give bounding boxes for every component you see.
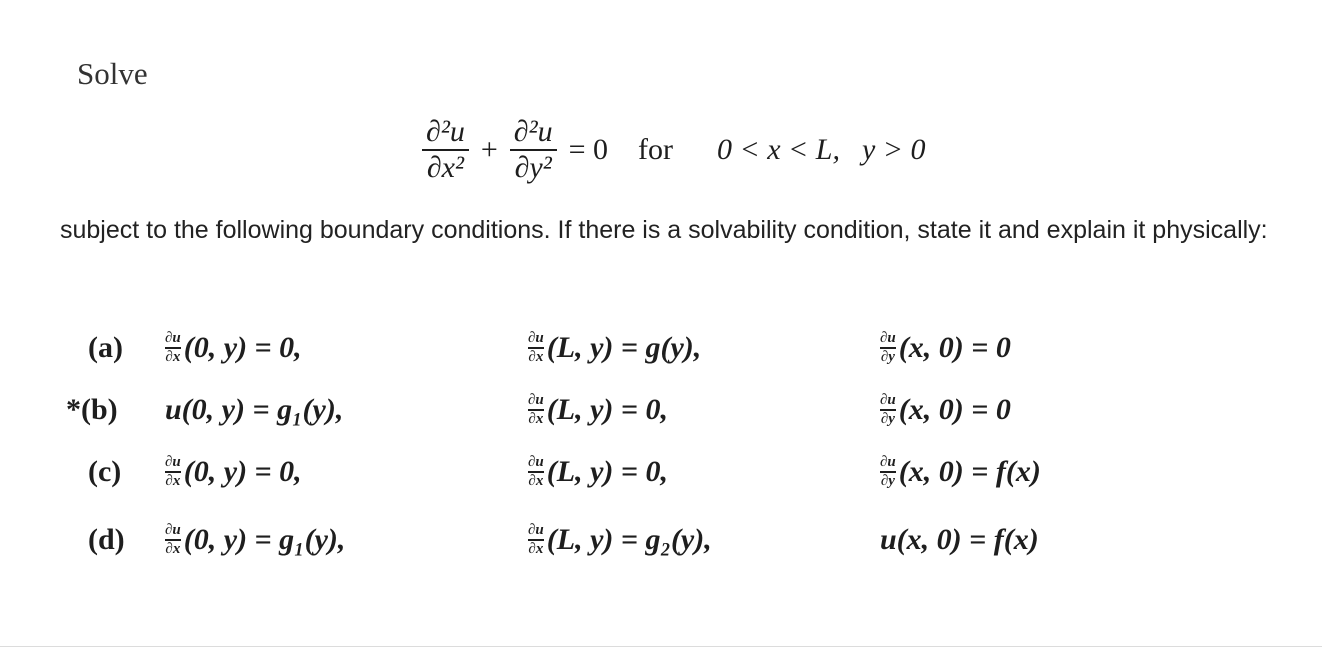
condition-c2 [528,514,712,566]
condition-row [0,446,1322,498]
condition-label: *(b) [66,393,118,426]
fraction-numerator: ∂u [528,392,544,409]
partial-derivative-fraction [880,393,896,426]
condition-c1 [165,446,302,498]
condition-row [0,322,1322,374]
condition-c1 [165,514,345,566]
fraction-numerator: ∂u [880,454,896,471]
partial-derivative-fraction [880,455,896,488]
partial-derivative-fraction [165,331,181,364]
partial-derivative-fraction [528,393,544,426]
fraction-denominator: ∂x [528,540,544,557]
condition-c3 [880,514,1039,566]
plus-operator: + [480,133,498,166]
fraction-denominator: ∂x² [426,150,464,184]
partial-derivative-fraction [165,523,181,556]
partial-derivative-fraction [165,455,181,488]
fraction-denominator: ∂x [165,348,181,365]
fraction-numerator: ∂u [880,392,896,409]
condition-c1 [165,384,343,436]
fraction-denominator: ∂y [880,472,895,489]
fraction-numerator: ∂²u [426,115,465,149]
instructions-paragraph: subject to the following boundary conditions. If there is a solvability condition, state it and explain it physically: [60,216,1268,244]
condition-c2 [528,322,701,374]
condition-c2 [528,446,668,498]
fraction-denominator: ∂x [165,540,181,557]
fraction-numerator: ∂u [528,454,544,471]
condition-c3 [880,384,1011,436]
domain-y: y > 0 [861,133,926,166]
condition-c2 [528,384,668,436]
fraction-d2u-dy2 [510,115,557,185]
partial-derivative-fraction [528,455,544,488]
condition-row [0,384,1322,436]
partial-derivative-fraction [528,523,544,556]
fraction-denominator: ∂y² [514,150,552,184]
condition-expression: (x, 0) = 0 [898,393,1011,426]
fraction-numerator: ∂u [528,330,544,347]
partial-derivative-fraction [528,331,544,364]
condition-c3 [880,446,1041,498]
fraction-denominator: ∂x [528,410,544,427]
condition-label: (c) [88,455,122,488]
condition-expression: (0, y) = g₁(y), [183,523,346,556]
condition-label: (d) [88,523,125,556]
condition-expression: (L, y) = 0, [546,393,668,426]
condition-c3 [880,322,1011,374]
equals-zero: = 0 [568,133,608,166]
condition-expression: (0, y) = 0, [183,331,302,364]
condition-expression: (L, y) = g(y), [546,331,702,364]
condition-expression: u(x, 0) = f(x) [880,523,1039,556]
for-word: for [638,133,673,166]
fraction-numerator: ∂u [528,522,544,539]
divider [0,646,1322,647]
fraction-numerator: ∂²u [513,115,553,149]
condition-c1 [165,322,302,374]
condition-expression: (L, y) = 0, [546,455,668,488]
domain-x: 0 < x < L, [716,133,840,166]
fraction-numerator: ∂u [165,522,181,539]
pde-equation [418,100,926,200]
condition-expression: u(0, y) = g₁(y), [165,393,344,426]
fraction-denominator: ∂y [880,410,895,427]
fraction-numerator: ∂u [165,330,181,347]
fraction-denominator: ∂x [528,472,544,489]
partial-derivative-fraction [880,331,896,364]
fraction-numerator: ∂u [165,454,181,471]
fraction-denominator: ∂x [165,472,181,489]
fraction-denominator: ∂x [528,348,544,365]
condition-label: (a) [88,331,123,364]
condition-expression: (x, 0) = f(x) [898,455,1041,488]
condition-expression: (0, y) = 0, [183,455,302,488]
fraction-denominator: ∂y [880,348,895,365]
condition-expression: (L, y) = g₂(y), [546,523,712,556]
fraction-numerator: ∂u [880,330,896,347]
fraction-d2u-dx2 [422,115,469,185]
condition-row [0,514,1322,566]
heading-solve: Solve [77,56,148,91]
condition-expression: (x, 0) = 0 [898,331,1011,364]
